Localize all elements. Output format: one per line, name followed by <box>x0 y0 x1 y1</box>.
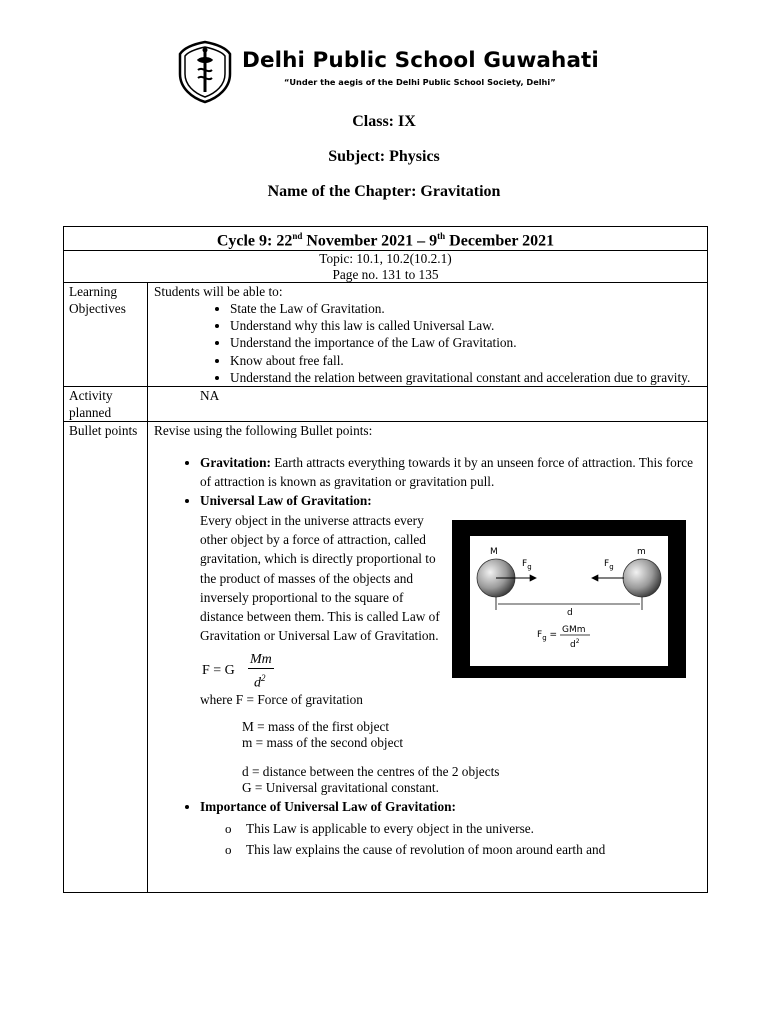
school-tagline: “Under the aegis of the Delhi Public School Society, Delhi” <box>284 77 556 87</box>
definition: d = distance between the centres of the 2 objects <box>242 763 500 779</box>
list-item: • Understand the importance of the Law of Gravitation. <box>230 334 701 351</box>
list-item: o This Law is applicable to every object in the universe. <box>246 818 701 839</box>
gravitation-formula: F = G Mm $d^2$ <box>200 650 701 690</box>
list-item: • Know about free fall. <box>230 352 701 369</box>
importance-list <box>200 818 701 860</box>
list-item: • Understand why this law is called Universal Law. <box>230 317 701 334</box>
class-line: Class: IX <box>352 113 416 130</box>
list-item: • Understand the relation between gravitational constant and acceleration due to gravity. <box>230 369 701 386</box>
law-text: Every object in the universe attracts every other object by a force of attraction, called gravitation, which is directly proportional to the product of masses of the objects and inversely proportional to the square of distance between them. This is called Law of Gravitation or Universal Law of Gravitation. <box>200 512 440 644</box>
cycle-heading: Cycle 9: 22nd November 2021 – 9th December 2021 <box>64 227 708 251</box>
where-line: where F = Force of gravitation <box>200 691 363 707</box>
distance-label: d <box>567 608 573 618</box>
list-item <box>200 797 701 860</box>
equation-numerator: GMm <box>562 625 586 635</box>
mass-m-label: m <box>637 547 646 557</box>
learning-objectives-label: Learning Objectives <box>64 283 148 387</box>
document-header <box>176 40 599 104</box>
equation-lhs: $F_g$ = <box>537 630 558 642</box>
definition: G = Universal gravitational constant. <box>242 780 439 796</box>
school-name: Delhi Public School Guwahati <box>242 48 599 73</box>
importance-title: Importance of Universal Law of Gravitation: <box>200 798 456 814</box>
activity-row <box>64 387 708 422</box>
mass-m-sphere <box>623 559 661 597</box>
equation-denominator: $d^2$ <box>570 638 580 650</box>
activity-label: Activity planned <box>64 387 148 422</box>
subject-line: Subject: Physics <box>328 148 440 165</box>
objectives-list <box>154 300 701 386</box>
topic-text: Topic: 10.1, 10.2(10.2.1) <box>319 251 452 266</box>
gravitation-diagram-svg <box>452 520 686 678</box>
cycle-row <box>64 227 708 251</box>
list-item <box>200 453 701 491</box>
bullet-intro: Revise using the following Bullet points: <box>154 423 373 439</box>
topic-row <box>64 251 708 283</box>
bullet-points-label: Bullet points <box>64 422 148 893</box>
gravitation-title: Gravitation: <box>200 455 271 471</box>
force-label-left: $F_g$ <box>522 559 532 571</box>
chapter-line: Name of the Chapter: Gravitation <box>267 183 501 200</box>
list-item: o This law explains the cause of revolution of moon around earth and <box>246 839 701 860</box>
gravitation-diagram <box>452 520 686 678</box>
mass-M-label: M <box>490 547 498 557</box>
activity-value: NA <box>200 388 220 404</box>
learning-objectives-row <box>64 283 708 387</box>
law-title: Universal Law of Gravitation: <box>200 493 372 509</box>
list-item: • State the Law of Gravitation. <box>230 300 701 317</box>
definition: m = mass of the second object <box>242 735 404 751</box>
page-numbers: Page no. 131 to 135 <box>332 266 439 282</box>
force-label-right: $F_g$ <box>604 559 614 571</box>
school-crest-icon <box>176 40 234 104</box>
gravitation-text: Earth attracts everything towards it by an unseen force of attraction. This force of attraction is known as gravitation or gravitation pull. <box>200 455 694 490</box>
learning-intro: Students will be able to: <box>154 284 283 299</box>
definition: M = mass of the first object <box>242 718 390 734</box>
